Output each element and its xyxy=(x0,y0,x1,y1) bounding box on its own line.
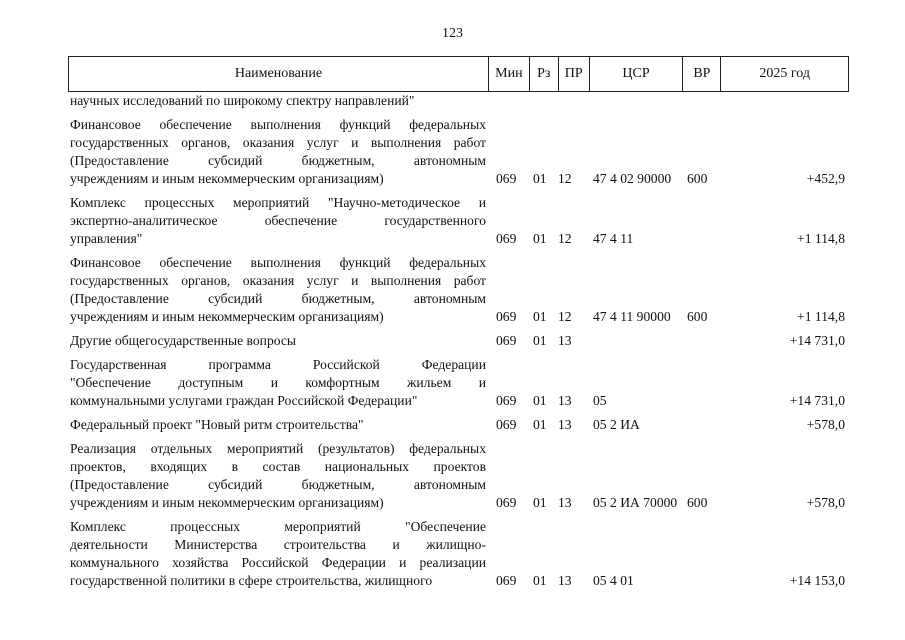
row-rz: 01 xyxy=(533,171,547,186)
row-amount: +14 731,0 xyxy=(789,393,845,408)
table-row xyxy=(70,116,847,188)
header-vr: ВР xyxy=(682,57,720,91)
row-name-line: управления" xyxy=(70,231,143,246)
row-min: 069 xyxy=(496,393,517,408)
row-csr: 05 2 ИА xyxy=(593,417,640,432)
row-name-line: учреждениям и иным некоммерческим организациям) xyxy=(70,495,384,510)
table-row xyxy=(70,440,847,512)
row-name-line: Комплекс процессных мероприятий "Научно-методическое и xyxy=(70,195,486,210)
row-name-line: деятельности Министерства строительства и жилищно- xyxy=(70,537,486,552)
row-name xyxy=(70,518,486,590)
table-row xyxy=(70,416,847,434)
row-pr: 13 xyxy=(558,393,572,408)
row-name-line: Реализация отдельных мероприятий (результатов) федеральных xyxy=(70,441,486,456)
row-name-line: учреждениям и иным некоммерческим организациям) xyxy=(70,171,384,186)
row-name xyxy=(70,416,486,434)
row-name-line: Комплекс процессных мероприятий "Обеспечение xyxy=(70,519,486,534)
row-pr: 12 xyxy=(558,231,572,246)
row-rz: 01 xyxy=(533,393,547,408)
table-header xyxy=(68,56,849,92)
row-name-line: научных исследований по широкому спектру направлений" xyxy=(70,93,415,108)
row-min: 069 xyxy=(496,171,517,186)
row-rz: 01 xyxy=(533,495,547,510)
table-row xyxy=(70,194,847,248)
row-name xyxy=(70,194,486,248)
header-year: 2025 год xyxy=(720,57,848,91)
row-pr: 13 xyxy=(558,495,572,510)
row-vr: 600 xyxy=(687,309,708,324)
row-name xyxy=(70,332,486,350)
row-csr: 47 4 11 90000 xyxy=(593,309,671,324)
row-name-line: "Обеспечение доступным и комфортным жильем и xyxy=(70,375,486,390)
row-rz: 01 xyxy=(533,231,547,246)
row-name-line: (Предоставление субсидий бюджетным, автономным xyxy=(70,153,486,168)
row-name-line: государственной политики в сфере строительства, жилищного xyxy=(70,573,433,588)
row-min: 069 xyxy=(496,333,517,348)
row-name-line: экспертно-аналитическое обеспечение государственного xyxy=(70,213,486,228)
row-name xyxy=(70,440,486,512)
row-name xyxy=(70,116,486,188)
row-amount: +578,0 xyxy=(806,417,845,432)
row-name-line: Финансовое обеспечение выполнения функций федеральных xyxy=(70,255,486,270)
row-pr: 12 xyxy=(558,171,572,186)
table-body xyxy=(70,92,847,596)
header-min: Мин xyxy=(488,57,529,91)
page-number: 123 xyxy=(442,26,463,41)
header-name: Наименование xyxy=(234,66,323,81)
row-name-line: (Предоставление субсидий бюджетным, автономным xyxy=(70,291,486,306)
table-row xyxy=(70,92,847,110)
row-name-line: Государственная программа Российской Федерации xyxy=(70,357,486,372)
row-amount: +452,9 xyxy=(806,171,845,186)
row-vr: 600 xyxy=(687,171,708,186)
row-name-line: государственных органов, оказания услуг и выполнения работ xyxy=(70,273,486,288)
row-pr: 13 xyxy=(558,417,572,432)
row-vr: 600 xyxy=(687,495,708,510)
row-name-line: проектов, входящих в состав национальных проектов xyxy=(70,459,486,474)
row-amount: +578,0 xyxy=(806,495,845,510)
row-pr: 13 xyxy=(558,573,572,588)
row-amount: +1 114,8 xyxy=(797,231,845,246)
row-csr: 47 4 02 90000 xyxy=(593,171,672,186)
row-name-line: коммунального хозяйства Российской Федерации и реализации xyxy=(70,555,486,570)
row-min: 069 xyxy=(496,309,517,324)
header-pr: ПР xyxy=(558,57,589,91)
row-name xyxy=(70,356,486,410)
row-name-line: Финансовое обеспечение выполнения функций федеральных xyxy=(70,117,486,132)
row-min: 069 xyxy=(496,231,517,246)
row-name-line: (Предоставление субсидий бюджетным, автономным xyxy=(70,477,486,492)
table-row xyxy=(70,356,847,410)
row-name xyxy=(70,254,486,326)
row-pr: 12 xyxy=(558,309,572,324)
table-row xyxy=(70,332,847,350)
row-csr: 05 xyxy=(593,393,607,408)
row-name-line: Другие общегосударственные вопросы xyxy=(70,333,297,348)
row-csr: 47 4 11 xyxy=(593,231,634,246)
row-name-line: коммунальными услугами граждан Российской Федерации" xyxy=(70,393,418,408)
header-rz: Рз xyxy=(529,57,558,91)
row-pr: 13 xyxy=(558,333,572,348)
header-csr: ЦСР xyxy=(589,57,683,91)
row-amount: +1 114,8 xyxy=(797,309,845,324)
row-min: 069 xyxy=(496,573,517,588)
row-rz: 01 xyxy=(533,333,547,348)
row-min: 069 xyxy=(496,495,517,510)
row-amount: +14 731,0 xyxy=(789,333,845,348)
row-name xyxy=(70,92,486,110)
row-name-line: Федеральный проект "Новый ритм строительства" xyxy=(70,417,364,432)
row-name-line: учреждениям и иным некоммерческим организациям) xyxy=(70,309,384,324)
row-rz: 01 xyxy=(533,417,547,432)
row-amount: +14 153,0 xyxy=(789,573,845,588)
row-csr: 05 4 01 xyxy=(593,573,634,588)
row-rz: 01 xyxy=(533,573,547,588)
row-name-line: государственных органов, оказания услуг и выполнения работ xyxy=(70,135,486,150)
table-row xyxy=(70,254,847,326)
row-csr: 05 2 ИА 70000 xyxy=(593,495,678,510)
row-rz: 01 xyxy=(533,309,547,324)
row-min: 069 xyxy=(496,417,517,432)
table-row xyxy=(70,518,847,590)
